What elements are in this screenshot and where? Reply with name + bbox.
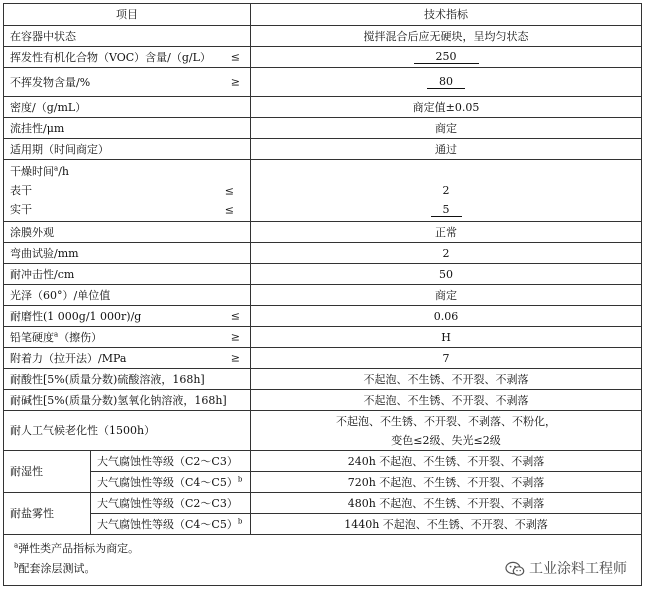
spec-table-wrapper — [3, 3, 641, 586]
row-value: 通过 — [251, 139, 642, 160]
hard-dry-label: 实干 — [10, 203, 32, 216]
row-item-label: 在容器中状态 — [10, 29, 76, 43]
row-value: 不起泡、不生锈、不开裂、不剥落 — [251, 390, 642, 411]
footnote-mark: a — [54, 329, 59, 338]
header-spec: 技术指标 — [251, 4, 642, 26]
weathering-value — [251, 411, 642, 451]
drying-blank — [257, 162, 635, 181]
row-item: 密度/（g/mL） — [4, 97, 251, 118]
row-item — [4, 327, 251, 348]
drying-unit: /h — [58, 165, 69, 178]
hard-dry-line — [10, 200, 244, 219]
sub-label: 大气腐蚀性等级（C4～C5） — [97, 517, 238, 531]
comparison-symbol: ≤ — [230, 50, 240, 64]
weathering-item: 耐人工气候老化性（1500h） — [4, 411, 251, 451]
row-item: 耐冲击性/cm — [4, 264, 251, 285]
surface-dry-line — [10, 181, 244, 200]
row-item-label: 附着力（拉开法）/MPa — [10, 351, 127, 365]
table-row-saltspray — [4, 514, 642, 535]
table-row-drying — [4, 160, 642, 222]
row-item: 光泽（60°）/单位值 — [4, 285, 251, 306]
sub-label: 大气腐蚀性等级（C2～C3） — [97, 496, 238, 510]
row-item: 耐碱性[5%(质量分数)氢氧化钠溶液，168h] — [4, 390, 251, 411]
row-item: 弯曲试验/mm — [4, 243, 251, 264]
row-item: 涂膜外观 — [4, 222, 251, 243]
row-value — [251, 68, 642, 97]
row-value — [251, 47, 642, 68]
row-value: H — [251, 327, 642, 348]
table-row — [4, 285, 642, 306]
watermark — [505, 561, 627, 577]
header-row — [4, 4, 642, 26]
table-row — [4, 390, 642, 411]
row-value: 1440h 不起泡、不生锈、不开裂、不剥落 — [251, 514, 642, 535]
spec-table — [3, 3, 642, 586]
table-row — [4, 348, 642, 369]
pencil-label: 铅笔硬度 — [10, 330, 54, 344]
row-value: 商定值±0.05 — [251, 97, 642, 118]
header-item: 项目 — [4, 4, 251, 26]
row-item: 适用期（时间商定） — [4, 139, 251, 160]
watermark-text: 工业涂料工程师 — [529, 560, 627, 577]
table-row — [4, 222, 642, 243]
row-item — [4, 306, 251, 327]
row-value: 0.06 — [251, 306, 642, 327]
drying-title-text: 干燥时间 — [10, 165, 54, 178]
row-value: 商定 — [251, 285, 642, 306]
drying-item — [4, 160, 251, 222]
table-row — [4, 327, 642, 348]
comparison-symbol: ≥ — [230, 351, 240, 365]
table-row-humidity — [4, 472, 642, 493]
row-value: 720h 不起泡、不生锈、不开裂、不剥落 — [251, 472, 642, 493]
table-row-saltspray — [4, 493, 642, 514]
humidity-sub — [91, 451, 251, 472]
footnote — [14, 539, 631, 559]
saltspray-item: 耐盐雾性 — [4, 493, 91, 535]
table-row — [4, 118, 642, 139]
saltspray-sub — [91, 514, 251, 535]
wechat-icon — [505, 561, 525, 577]
row-value: 480h 不起泡、不生锈、不开裂、不剥落 — [251, 493, 642, 514]
row-value: 240h 不起泡、不生锈、不开裂、不剥落 — [251, 451, 642, 472]
weathering-line-1: 不起泡、不生锈、不开裂、不剥落、不粉化， — [336, 414, 556, 428]
footnote-row — [4, 535, 642, 586]
table-row — [4, 306, 642, 327]
surface-dry-value: 2 — [442, 184, 450, 197]
underlined-value: 5 — [431, 203, 462, 217]
humidity-sub — [91, 472, 251, 493]
comparison-symbol: ≤ — [230, 309, 240, 323]
drying-title — [10, 162, 244, 181]
row-value: 不起泡、不生锈、不开裂、不剥落 — [251, 369, 642, 390]
surface-dry-label: 表干 — [10, 184, 32, 197]
weathering-line-2: 变色≤2级、失光≤2级 — [391, 433, 501, 447]
row-item — [4, 68, 251, 97]
underlined-value: 80 — [427, 75, 465, 89]
row-value: 商定 — [251, 118, 642, 139]
hard-dry-value — [257, 200, 635, 219]
row-item — [4, 348, 251, 369]
footnotes — [4, 535, 642, 586]
row-item — [4, 47, 251, 68]
saltspray-sub — [91, 493, 251, 514]
sub-label: 大气腐蚀性等级（C4～C5） — [97, 475, 238, 489]
row-value: 50 — [251, 264, 642, 285]
table-row — [4, 264, 642, 285]
row-value: 7 — [251, 348, 642, 369]
humidity-item: 耐湿性 — [4, 451, 91, 493]
table-row — [4, 68, 642, 97]
row-item — [4, 26, 251, 47]
row-item: 流挂性/μm — [4, 118, 251, 139]
row-value: 搅拌混合后应无硬块，呈均匀状态 — [251, 26, 642, 47]
row-item-label: 耐磨性(1 000g/1 000r)/g — [10, 309, 142, 323]
footnote-mark: b — [237, 474, 243, 483]
footnote-mark: a — [54, 164, 59, 173]
table-row — [4, 139, 642, 160]
row-value: 正常 — [251, 222, 642, 243]
footnote-mark: b — [14, 561, 19, 570]
row-value: 2 — [251, 243, 642, 264]
footnote-mark: b — [237, 516, 243, 525]
sub-label: 大气腐蚀性等级（C2～C3） — [97, 454, 238, 468]
table-row — [4, 26, 642, 47]
footnote-text: 弹性类产品指标为商定。 — [18, 542, 140, 555]
drying-value — [251, 160, 642, 222]
comparison-symbol: ≤ — [224, 203, 234, 216]
table-row — [4, 47, 642, 68]
comparison-symbol: ≥ — [230, 330, 240, 344]
table-row — [4, 369, 642, 390]
underlined-value: 250 — [414, 50, 479, 64]
table-row-weathering — [4, 411, 642, 451]
table-row — [4, 97, 642, 118]
footnote-text: 配套涂层测试。 — [18, 562, 96, 575]
comparison-symbol: ≥ — [230, 75, 240, 89]
comparison-symbol: ≤ — [224, 184, 234, 197]
pencil-label-suffix: （擦伤） — [58, 330, 103, 344]
row-item-label: 挥发性有机化合物（VOC）含量/（g/L） — [10, 50, 211, 64]
row-item-label: 不挥发物含量/% — [10, 75, 91, 89]
table-row — [4, 243, 642, 264]
table-row-humidity — [4, 451, 642, 472]
footnote-mark: a — [14, 541, 19, 550]
row-item: 耐酸性[5%(质量分数)硫酸溶液，168h] — [4, 369, 251, 390]
